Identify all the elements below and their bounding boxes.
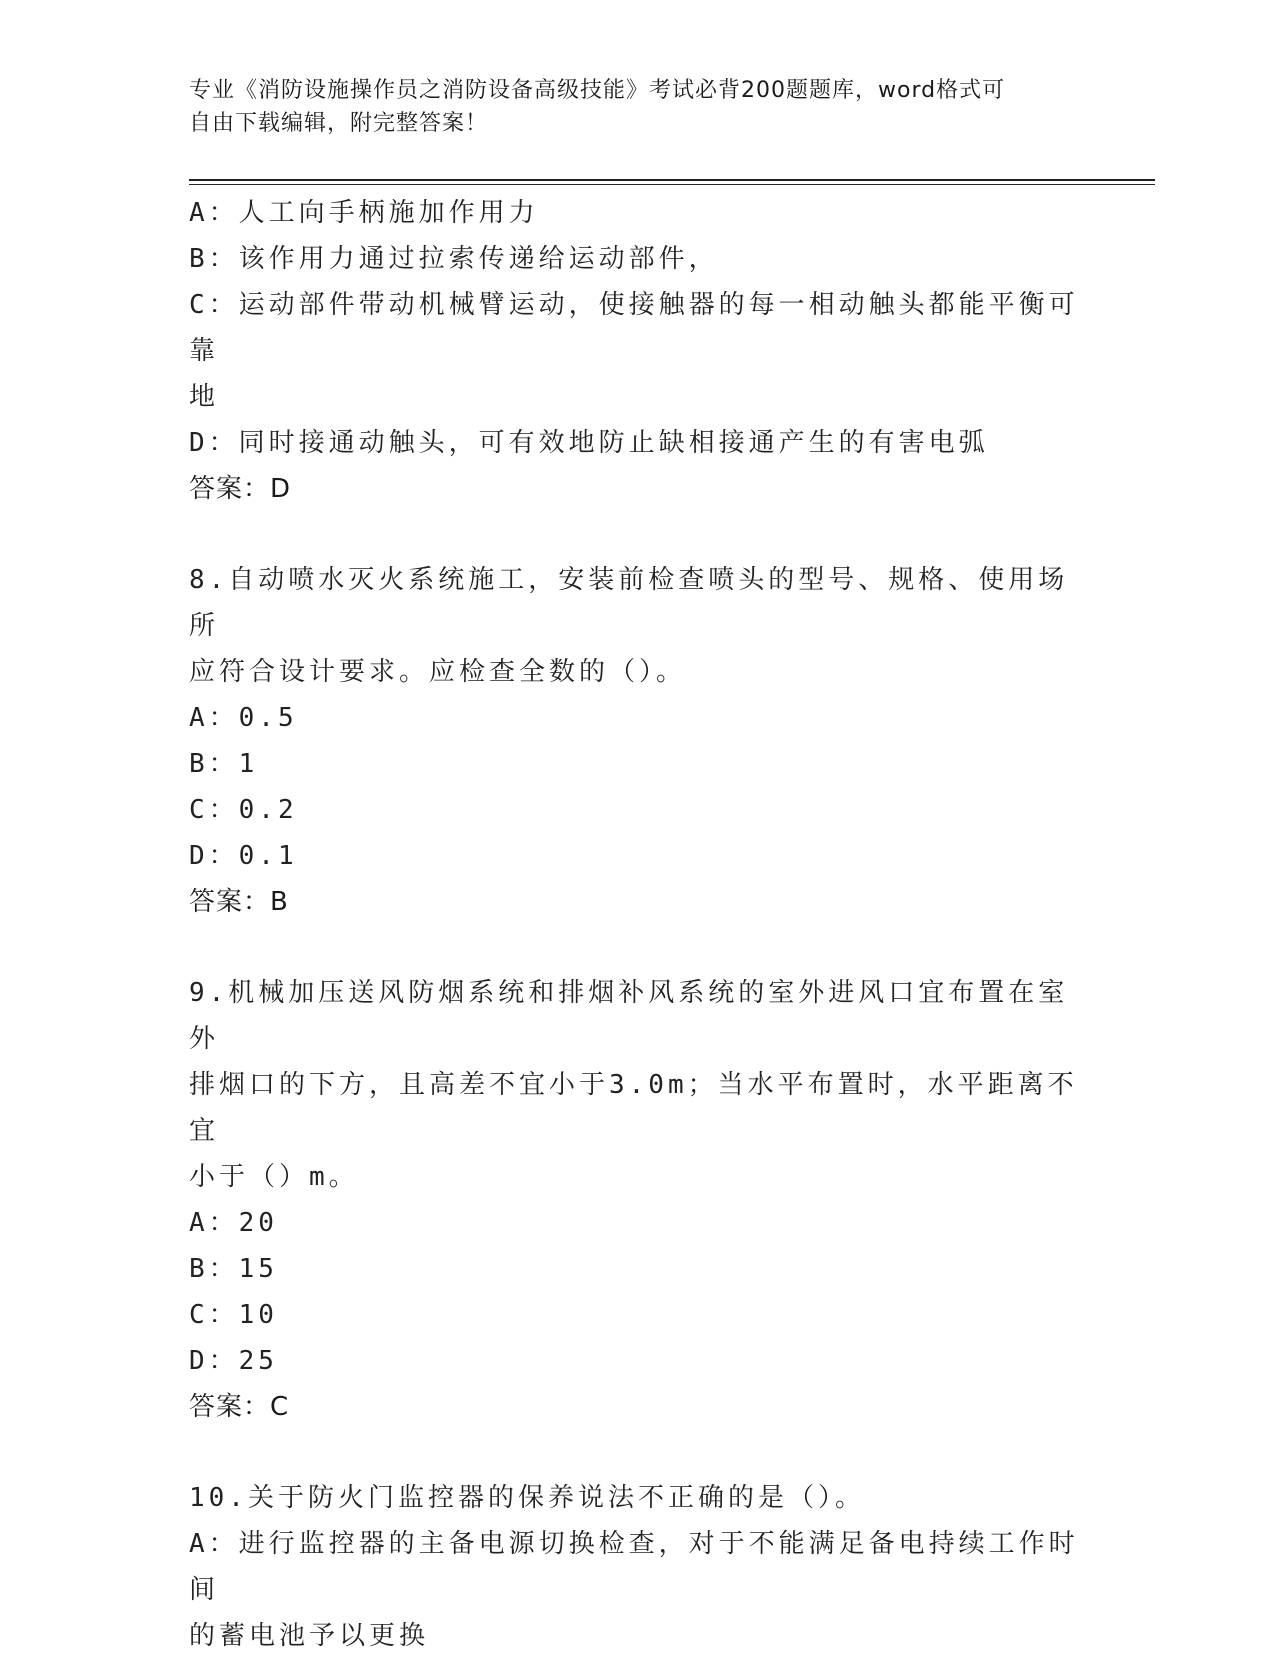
question-8-block: [189, 557, 1089, 925]
question-8-option-b: B：1: [189, 749, 259, 779]
question-9-option-d: D：25: [189, 1346, 278, 1376]
document-header: [189, 74, 1069, 140]
spacer: [189, 925, 1089, 970]
question-7-option-c: C：运动部件带动机械臂运动，使接触器的每一相动触头都能平衡可靠: [189, 290, 1079, 366]
spacer: [189, 1430, 1089, 1475]
question-9-option-b: B：15: [189, 1254, 278, 1284]
question-10-block: [189, 1475, 1089, 1659]
spacer: [189, 512, 1089, 557]
header-divider-thick: [189, 179, 1155, 181]
question-7-option-d: D：同时接通动触头，可有效地防止缺相接通产生的有害电弧: [189, 428, 989, 458]
document-body: [189, 190, 1089, 1659]
header-divider-thin: [189, 184, 1155, 185]
question-9-answer: 答案：C: [189, 1392, 290, 1422]
question-8-stem-continued: 应符合设计要求。应检查全数的（）。: [189, 657, 687, 687]
question-7-answer: 答案：D: [189, 474, 292, 504]
question-9-stem-end: 小于（）m。: [189, 1162, 359, 1192]
header-line-1: 专业《消防设施操作员之消防设备高级技能》考试必背200题题库，word格式可: [189, 78, 1006, 103]
question-8-option-d: D：0.1: [189, 841, 298, 871]
question-9-stem: 9.机械加压送风防烟系统和排烟补风系统的室外进风口宜布置在室外: [189, 978, 1069, 1054]
question-10-option-a-continued: 的蓄电池予以更换: [189, 1621, 430, 1651]
question-10-stem: 10.关于防火门监控器的保养说法不正确的是（）。: [189, 1483, 865, 1513]
question-9-option-a: A：20: [189, 1208, 278, 1238]
question-8-option-a: A：0.5: [189, 703, 298, 733]
header-line-2: 自由下载编辑，附完整答案！: [189, 111, 489, 136]
question-8-answer: 答案：B: [189, 887, 289, 917]
question-8-stem: 8.自动喷水灭火系统施工，安装前检查喷头的型号、规格、使用场所: [189, 565, 1069, 641]
question-9-option-c: C：10: [189, 1300, 278, 1330]
question-9-block: [189, 970, 1089, 1430]
question-7-option-a: A：人工向手柄施加作用力: [189, 198, 539, 228]
question-10-option-a: A：进行监控器的主备电源切换检查，对于不能满足备电持续工作时间: [189, 1529, 1079, 1605]
question-9-stem-continued: 排烟口的下方，且高差不宜小于3.0m；当水平布置时，水平距离不宜: [189, 1070, 1078, 1146]
question-7-block: [189, 190, 1089, 512]
question-7-option-b: B：该作用力通过拉索传递给运动部件，: [189, 244, 719, 274]
question-8-option-c: C：0.2: [189, 795, 298, 825]
question-7-option-c-continued: 地: [189, 382, 220, 412]
